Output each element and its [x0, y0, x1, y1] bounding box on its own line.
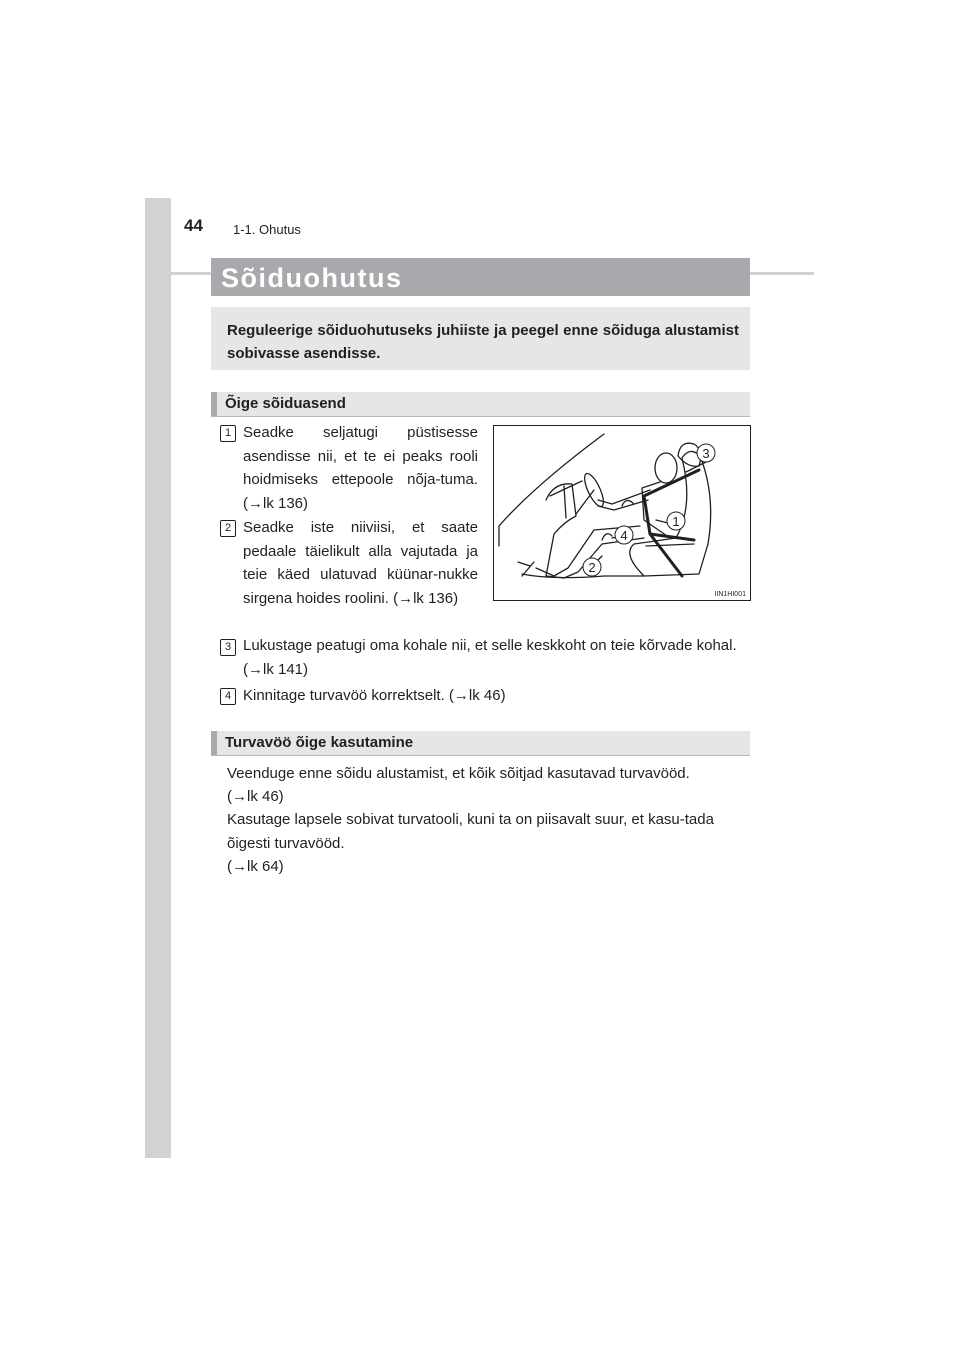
subheading-label: Õige sõiduasend: [225, 395, 346, 412]
side-strip: [145, 198, 171, 1158]
page-title: Sõiduohutus: [221, 263, 403, 293]
figure-code: IIN1HI001: [714, 591, 746, 598]
item-number: 2: [220, 520, 236, 537]
item-number: 1: [220, 425, 236, 442]
title-bar: [211, 258, 750, 296]
subheading-label: Turvavöö õige kasutamine: [225, 734, 414, 751]
item-text: Kinnitage turvavöö korrektselt. (→lk 46): [243, 687, 506, 704]
seatbelt-text: [227, 762, 749, 878]
callout-4: 4: [620, 528, 628, 543]
item-text: Lukustage peatugi oma kohale nii, et selle keskkoht on teie kõrvade kohal. (→lk 141): [243, 637, 737, 678]
body-line: Kasutage lapsele sobivat turvatooli, kuni ta on piisavalt suur, et kasu-tada õigesti turvavööd.: [227, 811, 714, 852]
seat-posture-figure: [493, 425, 751, 601]
callout-3: 3: [702, 446, 710, 461]
subheading-driving-position: [211, 392, 750, 417]
section-label: 1-1. Ohutus: [233, 222, 301, 237]
item-text: Seadke iste niiviisi, et saate pedaale täielikult alla vajutada ja teie käed ulatuvad küünar-nukke sirgena hoides roolini. (→lk 136): [243, 519, 478, 607]
callout-1: 1: [672, 514, 680, 529]
page-number: 44: [184, 216, 203, 235]
body-line: Veenduge enne sõidu alustamist, et kõik sõitjad kasutavad turvavööd.: [227, 765, 690, 782]
callout-markers: [494, 426, 750, 600]
intro-text: Reguleerige sõiduohutuseks juhiiste ja peegel enne sõiduga alustamist sobivasse asendisse.: [227, 322, 739, 362]
item-number: 3: [220, 639, 236, 656]
subheading-seatbelt: [211, 731, 750, 756]
item-text: Seadke seljatugi püstisesse asendisse nii, et te ei peaks rooli hoidmiseks ettepoole nõja-tuma. (→lk 136): [243, 424, 478, 512]
body-line: (→lk 64): [227, 857, 284, 875]
intro-box: [211, 307, 750, 370]
callout-2: 2: [588, 560, 596, 575]
body-line: (→lk 46): [227, 788, 284, 806]
item-number: 4: [220, 688, 236, 705]
